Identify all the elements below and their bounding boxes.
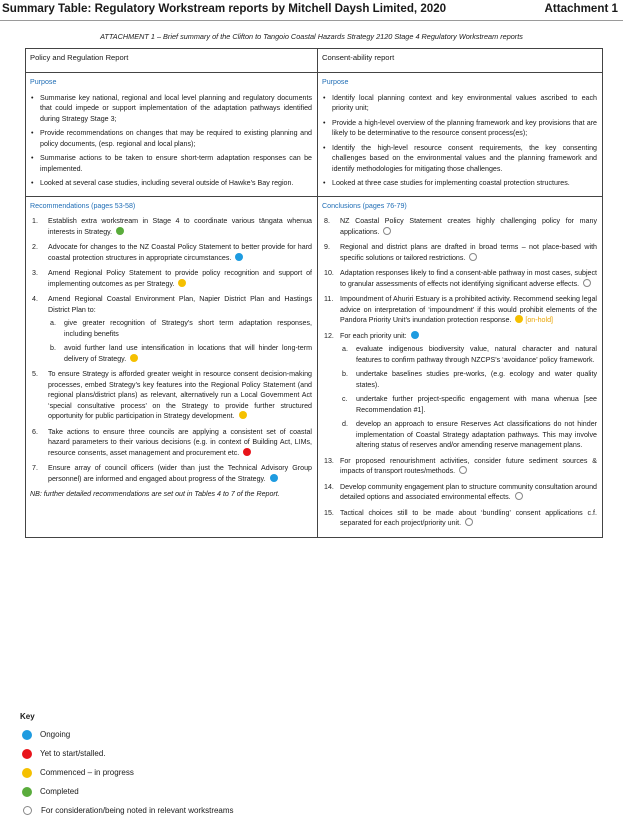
sub-item-text: give greater recognition of Strategy’s short term adaptation responses, including benefits <box>64 319 312 338</box>
item-number: 15. <box>324 508 334 517</box>
sub-item-letter: b. <box>50 344 56 352</box>
key-row-consideration <box>20 801 234 820</box>
item-text: Tactical choices still to be made about ‘bundling’ consent applications c.f. separated for each project/priority unit. <box>340 508 597 527</box>
sub-item-letter: a. <box>342 345 348 353</box>
recommendations-title: Recommendations (pages 53-58) <box>30 201 136 210</box>
progress-status-icon <box>178 279 186 287</box>
item-number: 5. <box>32 370 38 378</box>
attachment-label: Attachment 1 <box>544 2 618 15</box>
conclusions-cell <box>318 196 603 537</box>
list-item <box>30 242 312 263</box>
item-text: Regional and district plans are drafted in broad terms – not place-based with specific solutions or tailored restrictions. <box>340 243 597 262</box>
sub-item <box>340 369 597 390</box>
consideration-status-icon <box>583 279 591 287</box>
list-item <box>30 463 312 484</box>
key-label: For consideration/being noted in relevant workstreams <box>41 806 234 815</box>
item-text: For each priority unit: <box>340 331 407 340</box>
key-row-completed <box>20 782 234 801</box>
document-title: Summary Table: Regulatory Workstream reports by Mitchell Daysh Limited, 2020 <box>2 2 447 15</box>
list-item <box>30 369 312 422</box>
sub-item-letter: c. <box>342 395 348 403</box>
consideration-status-icon <box>465 518 473 526</box>
progress-status-icon <box>130 354 138 362</box>
purpose-item: • Summarise key national, regional and local level planning and regulatory documents that could impede or support implementation of the adaptation pathways identified during Strategy Stage 3; <box>30 93 312 125</box>
purpose-item: • Looked at three case studies for implementing coastal protection structures. <box>322 178 597 189</box>
header-bar <box>0 0 623 21</box>
item-number: 10. <box>324 269 334 277</box>
purpose-item: • Provide a high-level overview of the planning framework and key provisions that are likely to be determinative to the resource consent process(es); <box>322 118 597 139</box>
item-number: 4. <box>32 295 38 303</box>
ongoing-status-icon <box>411 331 419 339</box>
conclusions-title: Conclusions (pages 76-79) <box>322 201 407 210</box>
sub-item-text: evaluate indigenous biodiversity value, natural character and natural features to confirm pathway through NZCPS’s ‘avoidance’ policy framework. <box>356 345 597 364</box>
completed-key-icon <box>22 787 32 797</box>
consideration-status-icon <box>469 253 477 261</box>
left-purpose-list <box>30 93 312 189</box>
purpose-item: • Identify the high-level resource consent requirements, the key consenting challenges based on the environmental values and the planning framework and identify methodologies for mitigating those challenges. <box>322 143 597 175</box>
ongoing-key-icon <box>22 730 32 740</box>
summary-table <box>25 48 603 538</box>
progress-status-icon <box>239 411 247 419</box>
table-caption: ATTACHMENT 1 – Brief summary of the Clifton to Tangoio Coastal Hazards Strategy 2120 Stage 4 Regulatory Workstream reports <box>100 32 523 41</box>
item-text: To ensure Strategy is afforded greater weight in resource consent decision-making processes, embed Strategy’s key features into the Regional Policy Statement (and regional plans/district plans) as relevant, alternatively run a Local Government Act ‘special consultative process’ on the Strategy to provide further structured opportunity for public participation in Strategy development. <box>48 370 312 420</box>
sub-item <box>48 343 312 364</box>
key-label: Completed <box>40 787 79 796</box>
sub-item <box>48 318 312 339</box>
item-number: 6. <box>32 427 38 436</box>
sub-item-letter: d. <box>342 420 348 428</box>
list-item <box>322 268 597 289</box>
item-number: 2. <box>32 243 38 251</box>
completed-status-icon <box>116 227 124 235</box>
right-purpose-title: Purpose <box>322 78 349 86</box>
purpose-item: • Provide recommendations on changes that may be required to existing planning and policy documents, (esp. regional and local plans); <box>30 128 312 149</box>
progress-status-icon <box>515 315 523 323</box>
conclusions-list <box>322 216 597 529</box>
sub-item <box>340 344 597 365</box>
item-number: 3. <box>32 269 38 277</box>
key-label: Ongoing <box>40 730 71 739</box>
recommendations-cell <box>26 196 318 537</box>
sub-list <box>48 318 312 364</box>
on-hold-tag: [on-hold] <box>525 316 553 324</box>
stalled-status-icon <box>243 448 251 456</box>
list-item <box>322 216 597 237</box>
purpose-item: • Identify local planning context and key environmental values ascribed to each priority unit; <box>322 93 597 114</box>
ongoing-status-icon <box>270 474 278 482</box>
key-title: Key <box>20 712 35 721</box>
item-number: 1. <box>32 217 38 225</box>
item-number: 11. <box>324 295 334 303</box>
sub-item-text: undertake further project-specific engagement with mana whenua [see Recommendation #1]. <box>356 395 597 414</box>
sub-item-letter: a. <box>50 319 56 327</box>
item-text: Amend Regional Policy Statement to provide policy recognition and support of implementing outcomes as per Strategy. <box>48 269 312 288</box>
list-item <box>322 482 597 503</box>
list-item <box>322 331 597 451</box>
item-text: For proposed renourishment activities, consider future sediment sources & impacts of transport routes/methods. <box>340 456 597 475</box>
item-number: 12. <box>324 331 334 340</box>
sub-item <box>340 419 597 451</box>
consideration-status-icon <box>515 492 523 500</box>
list-item <box>322 508 597 529</box>
consideration-key-icon <box>23 806 32 815</box>
item-text: Ensure array of council officers (wider than just the Technical Advisory Group personnel) are informed and engaged about progress of the Strategy. <box>48 464 312 483</box>
item-number: 13. <box>324 456 334 465</box>
item-number: 7. <box>32 464 38 472</box>
left-purpose-title: Purpose <box>30 78 57 86</box>
right-purpose-list <box>322 93 597 189</box>
sub-item-text: develop an approach to ensure Reserves Act classifications do not hinder implementation of Coastal Strategy adaptation pathways. This may involve altering status of reserves and/or amending reserve management plans. <box>356 420 597 449</box>
item-number: 14. <box>324 482 334 491</box>
key-row-ongoing <box>20 725 234 744</box>
item-text: Amend Regional Coastal Environment Plan, Napier District Plan and Hastings District Plan to: <box>48 295 312 314</box>
item-text: Establish extra workstream in Stage 4 to coordinate various tāngata whenua interests in Strategy. <box>48 217 312 236</box>
key-label: Commenced – in progress <box>40 768 134 777</box>
progress-key-icon <box>22 768 32 778</box>
stalled-key-icon <box>22 749 32 759</box>
recommendations-note: NB: further detailed recommendations are set out in Tables 4 to 7 of the Report. <box>30 490 280 498</box>
right-purpose-cell <box>318 73 603 197</box>
purpose-item: • Summarise actions to be taken to ensure short-term adaptation responses can be implemented. <box>30 153 312 174</box>
consideration-status-icon <box>383 227 391 235</box>
list-item <box>30 294 312 364</box>
col-header-consent: Consent-ability report <box>318 49 603 73</box>
item-text: Take actions to ensure three councils are applying a consistent set of coastal hazard parameters to their various decisions (e.g. in context of Building Act, LIMs, resource consents, asset management and procurement etc. <box>48 427 312 457</box>
recommendations-list <box>30 216 312 484</box>
sub-item-text: undertake baselines studies pre-works, (e.g. ecology and water quality states). <box>356 370 597 389</box>
list-item <box>322 294 597 326</box>
item-text: Advocate for changes to the NZ Coastal Policy Statement to better provide for hard coastal protection structures in appropriate circumstances. <box>48 243 312 262</box>
purpose-row <box>26 73 603 197</box>
list-item <box>322 242 597 263</box>
ongoing-status-icon <box>235 253 243 261</box>
key-row-stalled <box>20 744 234 763</box>
list-item <box>30 268 312 289</box>
item-text: Impoundment of Ahuriri Estuary is a prohibited activity. Recommend seeking legal advice on interpretation of ‘impoundment’ if this would prohibit elements of the Pandora Priority Unit’s inundation protection response. <box>340 295 597 324</box>
list-item <box>30 427 312 459</box>
list-item <box>30 216 312 237</box>
consideration-status-icon <box>459 466 467 474</box>
item-number: 8. <box>324 217 330 225</box>
item-text: Adaptation responses likely to find a consent-able pathway in most cases, subject to granular assessments of effects not identifying significant adverse effects. <box>340 269 597 288</box>
sub-list <box>340 344 597 451</box>
key-row-progress <box>20 763 234 782</box>
table-header-row <box>26 49 603 73</box>
sub-item-letter: b. <box>342 370 348 378</box>
sub-item <box>340 394 597 415</box>
list-item <box>322 456 597 477</box>
key-label: Yet to start/stalled. <box>40 749 106 758</box>
left-purpose-cell <box>26 73 318 197</box>
item-number: 9. <box>324 243 330 251</box>
item-text: Develop community engagement plan to structure community consultation around detailed options and associated environmental effects. <box>340 482 597 501</box>
col-header-policy: Policy and Regulation Report <box>26 49 318 73</box>
purpose-item: • Looked at several case studies, including several outside of Hawke’s Bay region. <box>30 178 312 189</box>
sub-item-text: avoid further land use intensification in locations that will hinder long-term delivery of Strategy. <box>64 344 312 363</box>
item-text: NZ Coastal Policy Statement creates highly challenging policy for many applications. <box>340 217 597 236</box>
key-list <box>20 725 234 820</box>
findings-row <box>26 196 603 537</box>
status-key <box>20 712 234 820</box>
